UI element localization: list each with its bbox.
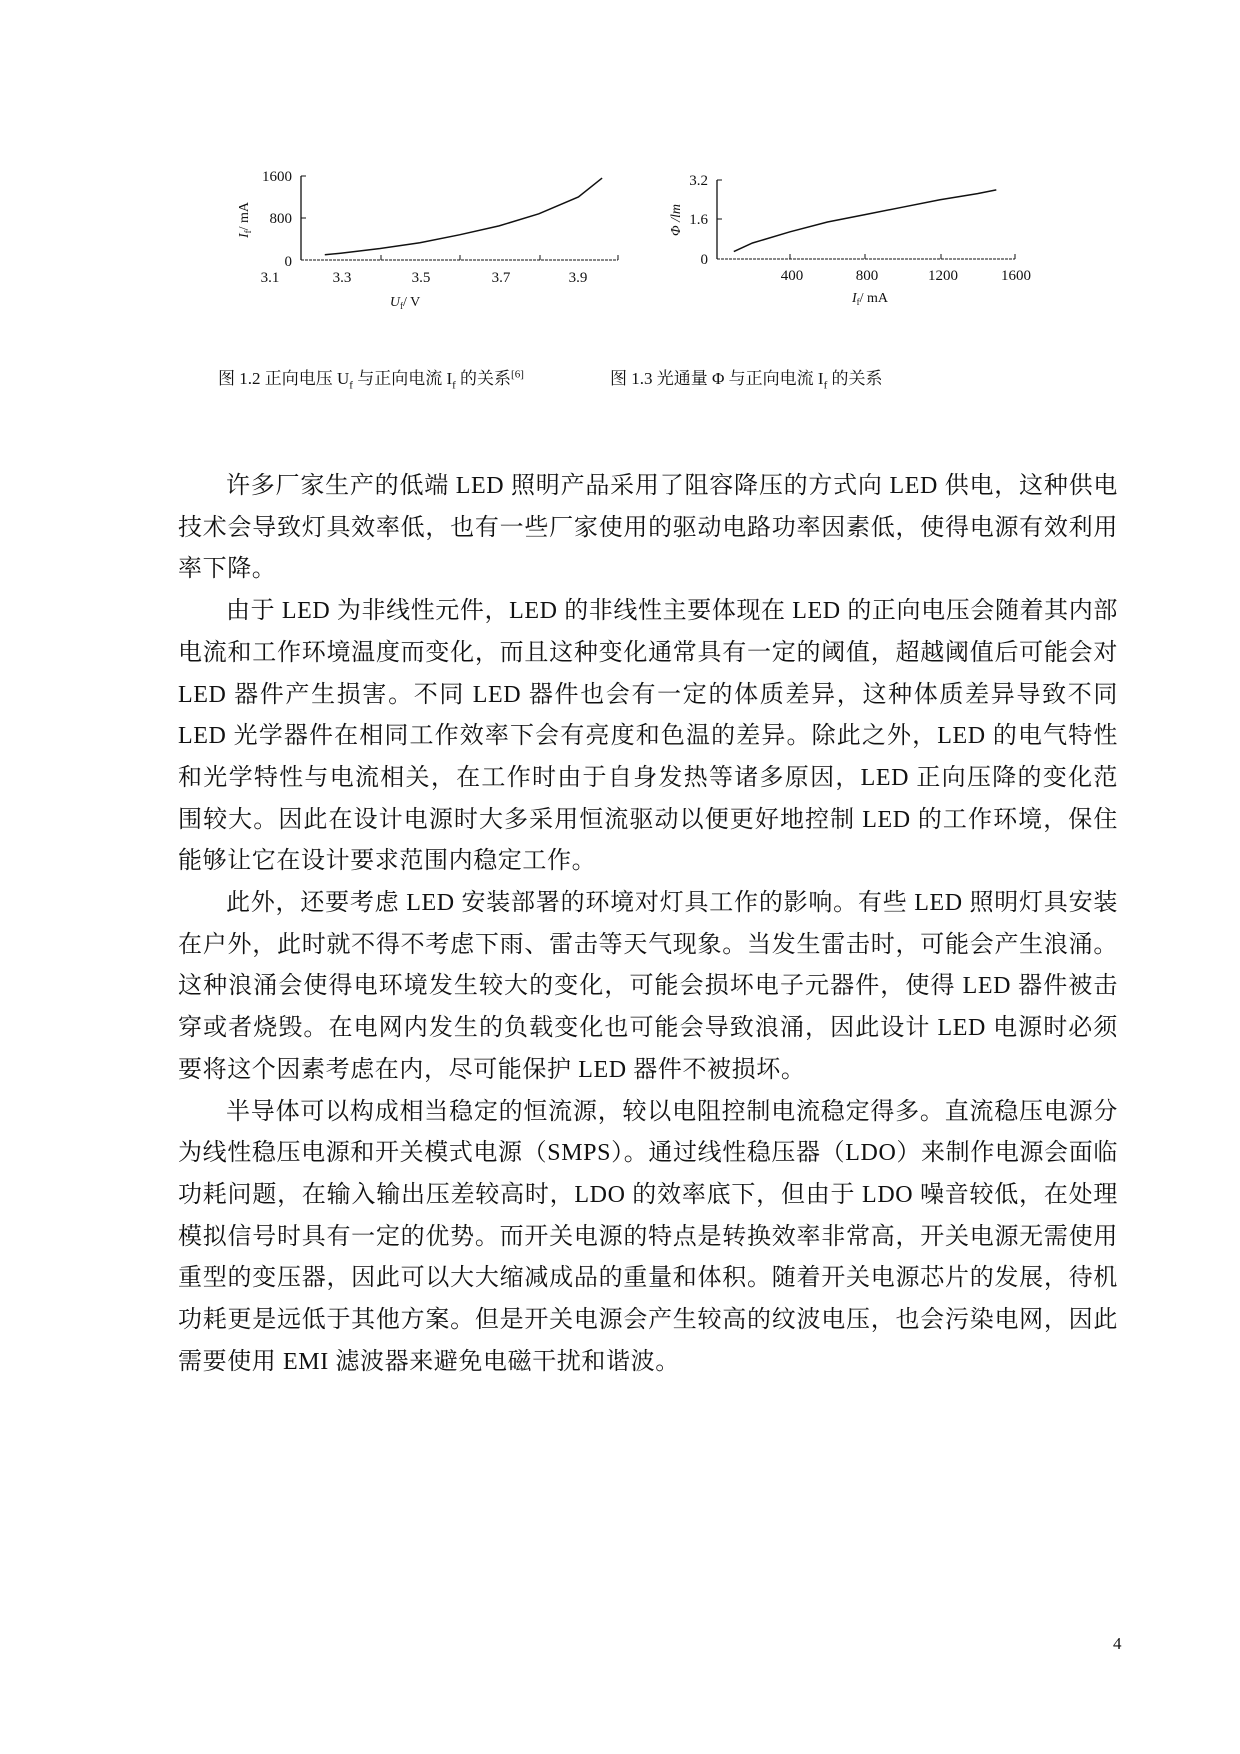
ytick-label: 1.6 xyxy=(689,212,708,228)
figure-1-2-caption: 图 1.2 正向电压 $U_f$ 与正向电流 $I_f$ 的关系[6] xyxy=(218,368,524,392)
figures-row xyxy=(200,160,1060,390)
paragraph: 此外，还要考虑 LED 安装部署的环境对灯具工作的影响。有些 LED 照明灯具安装在户外，此时就不得不考虑下雨、雷击等天气现象。当发生雷击时，可能会产生浪涌。这种浪涌会使得电环境发生较大的变化，可能会损坏电子元器件，使得 LED 器件被击穿或者烧毁。在电网内发生的负载变化也可能会导致浪涌，因此设计 LED 电源时必须要将这个因素考虑在内，尽可能保护 LED 器件不被损坏。 xyxy=(178,890,1118,1083)
y-axis-label xyxy=(669,204,684,236)
x-axis-label: $I_f/$ mA xyxy=(851,291,889,307)
xtick-label: 3.9 xyxy=(568,270,588,286)
ytick-label: 1600 xyxy=(262,169,292,185)
uf-if-plot xyxy=(200,160,630,320)
xtick-label: 3.5 xyxy=(411,270,431,286)
xtick-label: 3.1 xyxy=(260,270,280,286)
x-axis-label: $U_f/$ V xyxy=(389,295,421,311)
citation-ref[interactable]: [6] xyxy=(511,368,524,381)
paragraph: 许多厂家生产的低端 LED 照明产品采用了阻容降压的方式向 LED 供电，这种供电技术会导致灯具效率低，也有一些厂家使用的驱动电路功率因素低，使得电源有效利用率下降。 xyxy=(178,473,1118,583)
ytick-label: 800 xyxy=(269,211,292,227)
svg-text:Φ /lm: Φ /lm xyxy=(669,203,684,237)
paragraph: 半导体可以构成相当稳定的恒流源，较以电阻控制电流稳定得多。直流稳压电源分为线性稳压电源和开关模式电源（SMPS）。通过线性稳压器（LDO）来制作电源会面临功耗问题，在输入输出压差较高时，LDO 的效率底下，但由于 LDO 噪音较低，在处理模拟信号时具有一定的优势。而开关电源的特点是转换效率非常高，开关电源无需使用重型的变压器，因此可以大大缩减成品的重量和体积。随着开关电源芯片的发展，待机功耗更是远低于其他方案。但是开关电源会产生较高的纹波电压，也会污染电网，因此需要使用 EMI 滤波器来避免电磁干扰和谐波。 xyxy=(178,1098,1118,1375)
ytick-label: 0 xyxy=(700,252,708,268)
xtick-label: 3.7 xyxy=(491,270,511,286)
figure-1-2-chart xyxy=(200,160,630,325)
xtick-label: 400 xyxy=(780,268,804,284)
if-curve xyxy=(325,178,602,255)
xtick-label: 1600 xyxy=(1001,268,1031,284)
paragraph: 由于 LED 为非线性元件，LED 的非线性主要体现在 LED 的正向电压会随着其内部电流和工作环境温度而变化，而且这种变化通常具有一定的阈值，超越阈值后可能会对 LED 器件产生损害。不同 LED 器件也会有一定的体质差异，这种体质差异导致不同 LED 光学器件在相同工作效率下会有亮度和色温的差异。除此之外，LED 的电气特性和光学特性与电流相关，在工作时由于自身发热等诸多原因，LED 正向压降的变化范围较大。因此在设计电源时大多采用恒流驱动以便更好地控制 LED 的工作环境，保住能够让它在设计要求范围内稳定工作。 xyxy=(178,598,1118,875)
svg-text:If/ mA: $I_f/$ mA xyxy=(237,201,253,239)
figure-1-3-caption: 图 1.3 光通量 Φ 与正向电流 $I_f$ 的关系 xyxy=(610,369,883,392)
ytick-label: 3.2 xyxy=(689,173,708,189)
figure-1-3-chart xyxy=(600,160,1050,325)
y-axis-label xyxy=(237,201,253,239)
xtick-label: 1200 xyxy=(928,268,958,284)
xtick-label: 800 xyxy=(855,268,879,284)
xtick-label: 3.3 xyxy=(332,270,352,286)
flux-curve xyxy=(734,190,997,252)
ytick-label: 0 xyxy=(284,254,292,270)
body-text xyxy=(178,466,1118,1383)
page-number: 4 xyxy=(1113,1634,1122,1653)
if-flux-plot xyxy=(600,160,1050,320)
